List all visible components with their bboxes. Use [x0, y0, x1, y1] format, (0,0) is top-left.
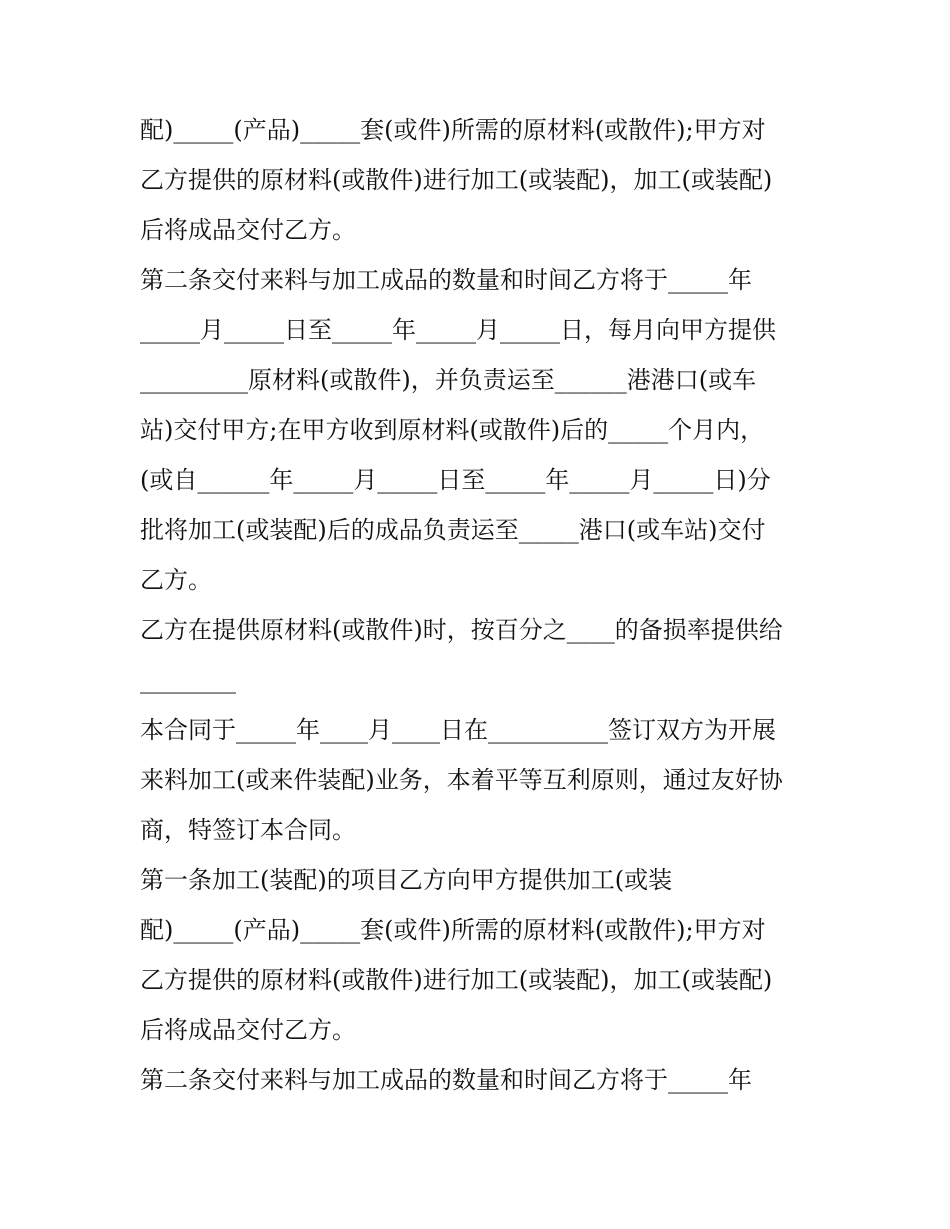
paragraph-line-6: _________原材料(或散件)，并负责运至______港港口(或车: [140, 366, 757, 394]
paragraph-line-2: 乙方提供的原材料(或散件)进行加工(或装配)，加工(或装配): [140, 166, 773, 194]
paragraph-line-17: 配)_____(产品)_____套(或件)所需的原材料(或散件);甲方对: [140, 916, 766, 944]
paragraph-line-4: 第二条交付来料与加工成品的数量和时间乙方将于_____年: [140, 266, 752, 294]
paragraph-line-13: 本合同于_____年____月____日在__________签订双方为开展: [140, 716, 776, 744]
paragraph-line-19: 后将成品交付乙方。: [140, 1016, 356, 1044]
paragraph-line-20: 第二条交付来料与加工成品的数量和时间乙方将于_____年: [140, 1066, 752, 1094]
paragraph-line-10: 乙方。: [140, 566, 212, 594]
paragraph-line-7: 站)交付甲方;在甲方收到原材料(或散件)后的_____个月内，: [140, 416, 765, 444]
paragraph-line-12: ________: [140, 666, 236, 694]
paragraph-line-16: 第一条加工(装配)的项目乙方向甲方提供加工(或装: [140, 866, 673, 894]
paragraph-line-8: (或自______年_____月_____日至_____年_____月_____日)分: [140, 466, 771, 494]
paragraph-line-3: 后将成品交付乙方。: [140, 216, 356, 244]
paragraph-line-15: 商，特签订本合同。: [140, 816, 356, 844]
paragraph-line-5: _____月_____日至_____年_____月_____日，每月向甲方提供: [140, 316, 776, 344]
paragraph-line-9: 批将加工(或装配)后的成品负责运至_____港口(或车站)交付: [140, 516, 766, 544]
paragraph-line-14: 来料加工(或来件装配)业务，本着平等互利原则，通过友好协: [140, 766, 783, 794]
paragraph-line-11: 乙方在提供原材料(或散件)时，按百分之____的备损率提供给: [140, 616, 783, 644]
paragraph-line-18: 乙方提供的原材料(或散件)进行加工(或装配)，加工(或装配): [140, 966, 773, 994]
paragraph-line-1: 配)_____(产品)_____套(或件)所需的原材料(或散件);甲方对: [140, 116, 766, 144]
